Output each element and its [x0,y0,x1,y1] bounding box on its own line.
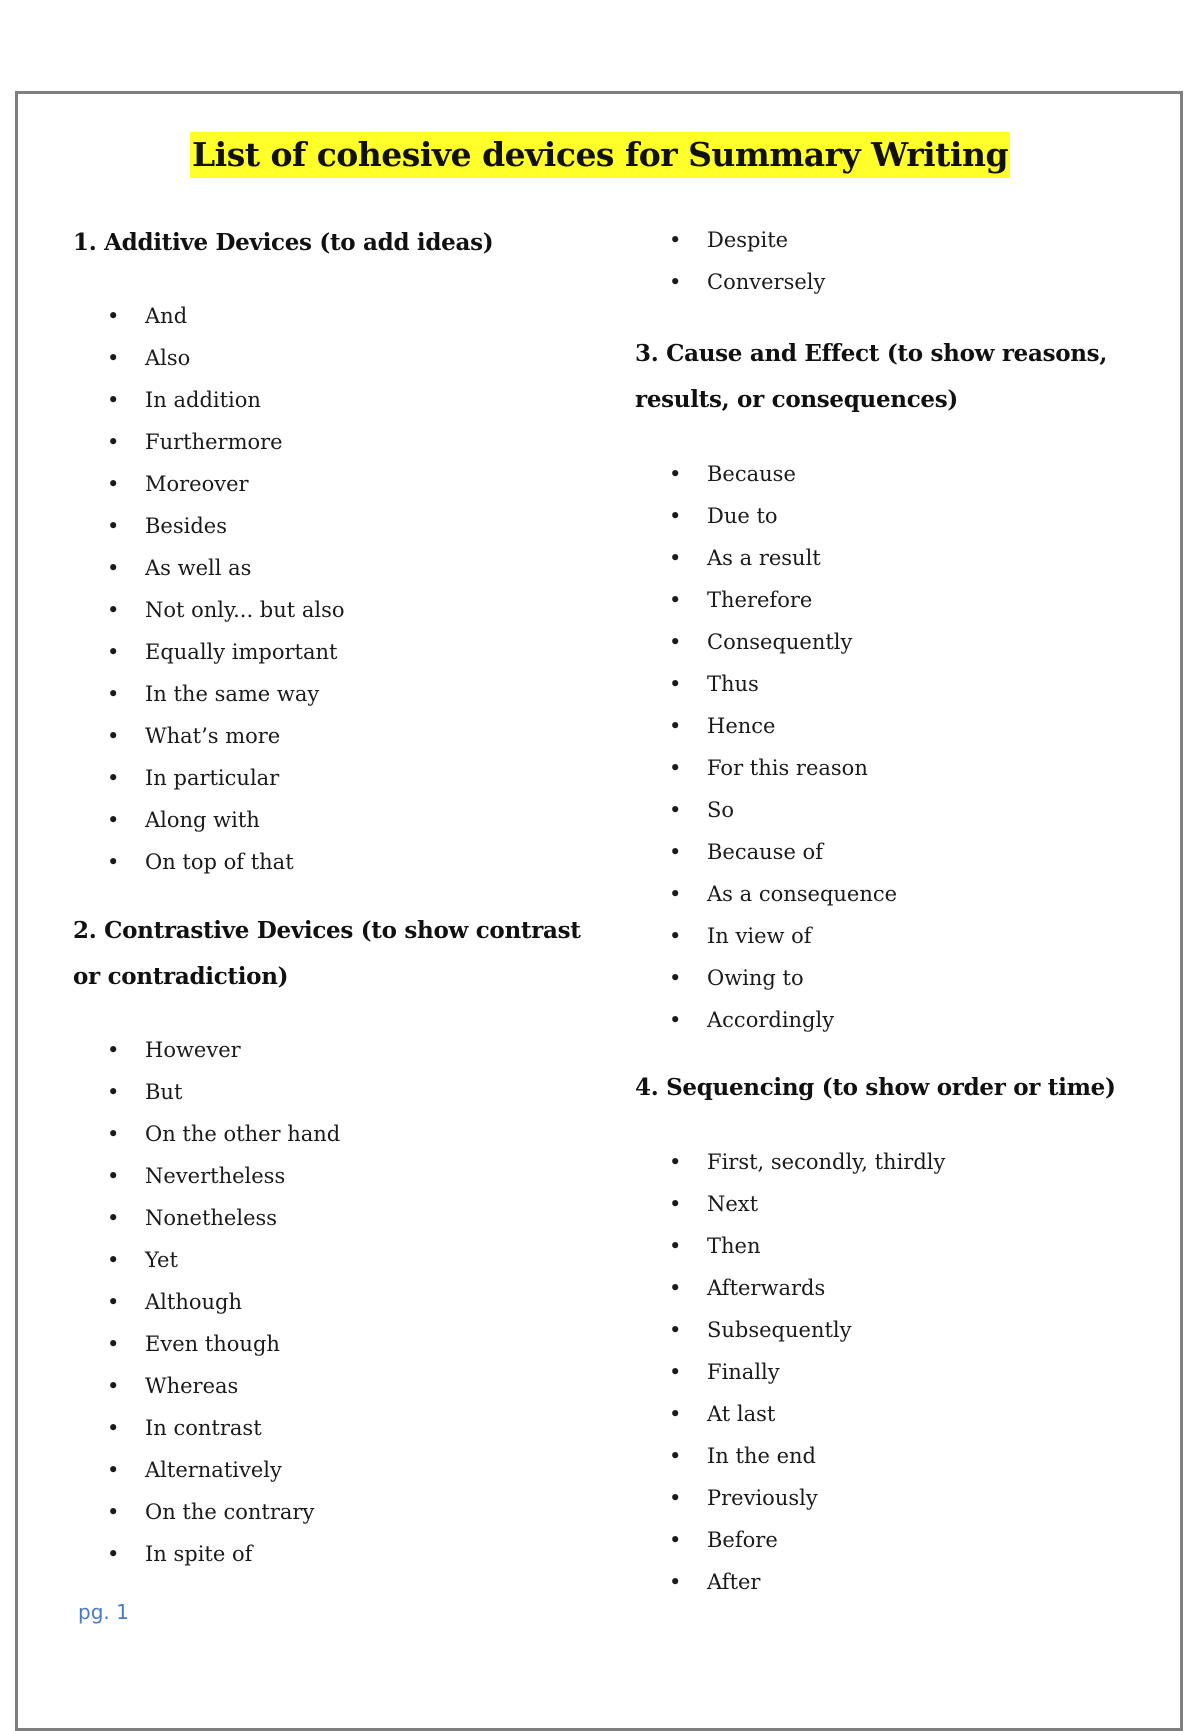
bullet-icon: • [669,1528,682,1552]
list-item [73,1365,340,1407]
list-item-text: Previously [707,1486,818,1510]
list-item-text: In addition [145,388,261,412]
section-heading-cause-effect: 3. Cause and Effect (to show reasons, [635,340,1108,367]
bullet-icon: • [107,430,120,454]
list-item [635,1267,945,1309]
list-item [635,957,897,999]
bullet-icon: • [107,514,120,538]
list-item-text: Although [145,1290,242,1314]
bullet-icon: • [107,1458,120,1482]
bullet-icon: • [669,1486,682,1510]
list-item-text: Consequently [707,630,853,654]
list-item-text: In view of [707,924,812,948]
additive-list [73,295,345,883]
contrastive-list-continued [635,219,825,303]
bullet-icon: • [669,1192,682,1216]
list-item [73,1197,340,1239]
list-item-text: In the same way [145,682,320,706]
list-item-text: In particular [145,766,280,790]
contrastive-list [73,1029,340,1575]
title-container [0,132,1200,178]
bullet-icon: • [669,672,682,696]
list-item-text: Despite [707,228,789,252]
list-item-text: Even though [145,1332,280,1356]
list-item [635,915,897,957]
list-item-text: Furthermore [145,430,283,454]
list-item-text: Finally [707,1360,780,1384]
list-item-text: As a consequence [707,882,898,906]
list-item [73,421,345,463]
list-item-text: Because [707,462,796,486]
list-item-text: Because of [707,840,823,864]
bullet-icon: • [107,1290,120,1314]
bullet-icon: • [107,1542,120,1566]
bullet-icon: • [669,1318,682,1342]
bullet-icon: • [107,1122,120,1146]
list-item-text: Nevertheless [145,1164,286,1188]
list-item [73,841,345,883]
list-item-text: Before [707,1528,778,1552]
bullet-icon: • [107,556,120,580]
list-item-text: For this reason [707,756,868,780]
list-item [73,673,345,715]
list-item-text: At last [707,1402,776,1426]
bullet-icon: • [107,346,120,370]
section-heading-additive: 1. Additive Devices (to add ideas) [73,229,494,256]
list-item-text: Yet [145,1248,178,1272]
bullet-icon: • [107,1500,120,1524]
bullet-icon: • [107,1416,120,1440]
bullet-icon: • [107,1374,120,1398]
list-item [635,1561,945,1603]
bullet-icon: • [107,598,120,622]
list-item-text: On top of that [145,850,294,874]
bullet-icon: • [107,850,120,874]
bullet-icon: • [107,724,120,748]
cause-effect-list [635,453,897,1041]
bullet-icon: • [669,1360,682,1384]
list-item [73,1407,340,1449]
list-item-text: After [707,1570,761,1594]
list-item-text: Moreover [145,472,249,496]
list-item-text: Due to [707,504,778,528]
list-item [73,1071,340,1113]
list-item-text: As a result [707,546,821,570]
list-item-text: But [145,1080,183,1104]
bullet-icon: • [107,682,120,706]
list-item-text: Thus [707,672,759,696]
bullet-icon: • [107,1038,120,1062]
bullet-icon: • [669,1402,682,1426]
list-item-text: On the other hand [145,1122,341,1146]
list-item-text: As well as [145,556,252,580]
sequencing-list [635,1141,945,1603]
bullet-icon: • [107,1080,120,1104]
list-item [73,379,345,421]
list-item [635,1519,945,1561]
bullet-icon: • [669,840,682,864]
document-title: List of cohesive devices for Summary Writing [190,132,1010,178]
list-item-text: Along with [145,808,260,832]
list-item [73,337,345,379]
list-item [635,831,897,873]
page-number: pg. 1 [78,1600,129,1624]
list-item [635,1393,945,1435]
list-item-text: In contrast [145,1416,262,1440]
bullet-icon: • [107,1248,120,1272]
list-item [73,1239,340,1281]
list-item [73,757,345,799]
bullet-icon: • [669,882,682,906]
bullet-icon: • [669,756,682,780]
list-item-text: Then [707,1234,761,1258]
list-item [635,537,897,579]
section-heading-sequencing: 4. Sequencing (to show order or time) [635,1074,1116,1101]
list-item [635,999,897,1041]
list-item-text: What’s more [145,724,281,748]
list-item [73,1113,340,1155]
bullet-icon: • [669,966,682,990]
list-item-text: Accordingly [707,1008,835,1032]
list-item [73,589,345,631]
list-item [635,873,897,915]
list-item [73,799,345,841]
list-item [73,1533,340,1575]
list-item [73,547,345,589]
bullet-icon: • [107,388,120,412]
list-item [635,1435,945,1477]
list-item [635,1351,945,1393]
section-heading-contrastive: 2. Contrastive Devices (to show contrast [73,917,581,944]
list-item-text: Equally important [145,640,338,664]
list-item [635,789,897,831]
bullet-icon: • [669,546,682,570]
list-item-text: Owing to [707,966,804,990]
list-item [635,1141,945,1183]
bullet-icon: • [669,714,682,738]
bullet-icon: • [669,1444,682,1468]
bullet-icon: • [669,1570,682,1594]
list-item [635,219,825,261]
list-item [635,1183,945,1225]
list-item [73,1491,340,1533]
list-item-text: In spite of [145,1542,253,1566]
list-item [73,505,345,547]
list-item [635,261,825,303]
list-item [73,463,345,505]
list-item-text: Hence [707,714,776,738]
bullet-icon: • [669,630,682,654]
list-item [635,663,897,705]
bullet-icon: • [669,1150,682,1174]
list-item [635,747,897,789]
list-item-text: Subsequently [707,1318,852,1342]
bullet-icon: • [669,588,682,612]
list-item [73,715,345,757]
bullet-icon: • [107,1332,120,1356]
list-item-text: In the end [707,1444,816,1468]
bullet-icon: • [107,766,120,790]
list-item [73,1449,340,1491]
section-heading-contrastive-line2: or contradiction) [73,963,289,990]
bullet-icon: • [107,304,120,328]
list-item-text: First, secondly, thirdly [707,1150,946,1174]
bullet-icon: • [669,504,682,528]
bullet-icon: • [669,462,682,486]
list-item-text: Conversely [707,270,826,294]
bullet-icon: • [107,640,120,664]
bullet-icon: • [669,270,682,294]
list-item-text: Besides [145,514,228,538]
list-item [635,1309,945,1351]
section-heading-cause-effect-line2: results, or consequences) [635,386,958,413]
list-item-text: Next [707,1192,759,1216]
list-item-text: However [145,1038,241,1062]
bullet-icon: • [669,1008,682,1032]
list-item-text: Alternatively [145,1458,282,1482]
list-item [73,1029,340,1071]
bullet-icon: • [107,808,120,832]
bullet-icon: • [107,1206,120,1230]
list-item-text: Not only... but also [145,598,345,622]
list-item-text: Also [145,346,191,370]
list-item [73,1281,340,1323]
list-item-text: Therefore [707,588,813,612]
list-item-text: So [707,798,735,822]
list-item-text: On the contrary [145,1500,315,1524]
list-item [73,295,345,337]
list-item [635,495,897,537]
list-item-text: Nonetheless [145,1206,278,1230]
list-item-text: And [145,304,188,328]
bullet-icon: • [669,1234,682,1258]
list-item [73,1155,340,1197]
bullet-icon: • [669,798,682,822]
list-item-text: Afterwards [707,1276,826,1300]
list-item [635,579,897,621]
list-item [73,631,345,673]
list-item [635,1225,945,1267]
bullet-icon: • [107,1164,120,1188]
list-item [635,705,897,747]
bullet-icon: • [669,1276,682,1300]
list-item [73,1323,340,1365]
list-item [635,453,897,495]
bullet-icon: • [107,472,120,496]
bullet-icon: • [669,228,682,252]
list-item [635,621,897,663]
list-item-text: Whereas [145,1374,239,1398]
bullet-icon: • [669,924,682,948]
list-item [635,1477,945,1519]
